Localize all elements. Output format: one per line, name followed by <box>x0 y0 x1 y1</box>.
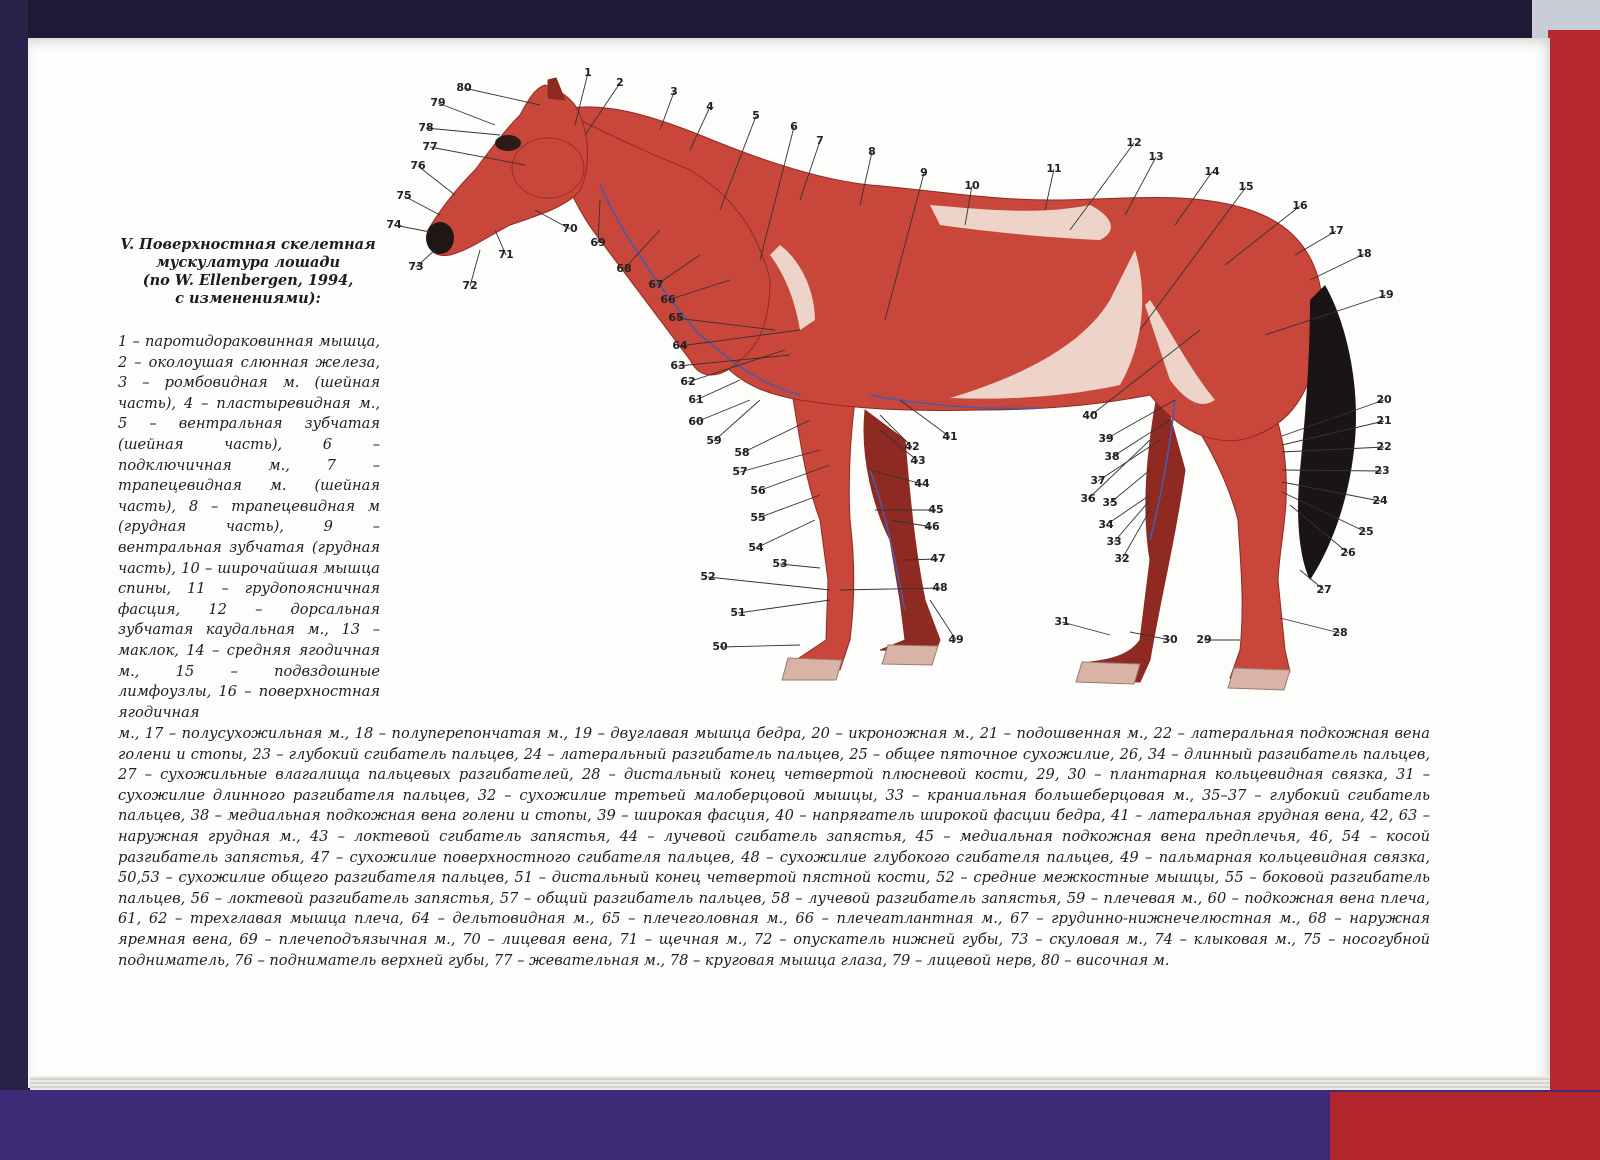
label-53: 53 <box>772 557 788 570</box>
label-51: 51 <box>730 606 746 619</box>
legend-column: 1 – паротидораковинная мышца, 2 – околоушая слюнная железа, 3 – ромбовидная м. (шейная часть), 4 – пластыревидная м., 5 – вентральная зубчатая (шейная часть), 6 – подключичная м., 7 – трапецевидная м. (шейная часть), 8 – трапецевидная м (грудная часть), 9 – вентральная зубчатая (грудная часть), 10 – широчайшая мышца спины, 11 – грудопоясничная фасция, 12 – дорсальная зубчатая каудальная м., 13 – маклок, 14 – средняя ягодичная м., 15 – подвздошные лимфоузлы, 16 – поверхностная ягодичная <box>118 333 380 721</box>
label-23: 23 <box>1374 464 1390 477</box>
leader-line-55 <box>758 495 820 518</box>
label-19: 19 <box>1378 288 1394 301</box>
caption-line-3: (по W. Ellenbergen, 1994, <box>142 272 354 289</box>
label-72: 72 <box>462 279 478 292</box>
horse-cheek <box>512 138 584 198</box>
label-32: 32 <box>1114 552 1130 565</box>
leader-line-36 <box>1088 440 1150 499</box>
label-62: 62 <box>680 375 696 388</box>
label-9: 9 <box>920 166 928 179</box>
label-63: 63 <box>670 359 686 372</box>
horse-ear <box>548 78 565 100</box>
label-74: 74 <box>386 218 402 231</box>
label-59: 59 <box>706 434 722 447</box>
label-57: 57 <box>732 465 748 478</box>
leader-line-48 <box>840 588 940 590</box>
label-75: 75 <box>396 189 412 202</box>
label-3: 3 <box>670 85 678 98</box>
label-13: 13 <box>1148 150 1164 163</box>
label-27: 27 <box>1316 583 1332 596</box>
caption-line-4: с изменениями): <box>175 290 321 307</box>
label-54: 54 <box>748 541 764 554</box>
label-66: 66 <box>660 293 676 306</box>
label-71: 71 <box>498 248 514 261</box>
label-48: 48 <box>932 581 948 594</box>
leader-line-28 <box>1280 618 1340 633</box>
label-80: 80 <box>456 81 472 94</box>
label-37: 37 <box>1090 474 1106 487</box>
fore-leg-near <box>790 380 855 670</box>
label-2: 2 <box>616 76 624 89</box>
leader-line-78 <box>426 128 500 135</box>
label-49: 49 <box>948 633 964 646</box>
figure-caption <box>118 236 378 308</box>
hoof-fore-far <box>882 645 938 665</box>
label-69: 69 <box>590 236 606 249</box>
leader-line-52 <box>708 577 830 590</box>
label-79: 79 <box>430 96 446 109</box>
label-47: 47 <box>930 552 946 565</box>
label-78: 78 <box>418 121 434 134</box>
label-30: 30 <box>1162 633 1178 646</box>
label-43: 43 <box>910 454 926 467</box>
label-29: 29 <box>1196 633 1212 646</box>
label-38: 38 <box>1104 450 1120 463</box>
label-36: 36 <box>1080 492 1096 505</box>
legend-continuation: м., 17 – полусухожильная м., 18 – полуперепончатая м., 19 – двуглавая мышца бедра, 20 – икроножная м., 21 – подошвенная м., 22 – латеральная подкожная вена голени и стопы, 23 – глубокий сгибатель пальцев, 24 – латеральный разгибатель пальцев, 25 – общее пяточное сухожилие, 26, 34 – длинный разгибатель пальцев, 27 – сухожильные влагалища пальцевых разгибателей, 28 – дистальный конец четвертой плюсневой кости, 29, 30 – плантарная кольцевидная связка, 31 – сухожилие длинного разгибателя пальцев, 32 – сухожилие третьей малоберцовой мышцы, 33 – краниальная большеберцовая м., 35–37 – глубокий сгибатель пальцев, 38 – медиальная подкожная вена голени и стопы, 39 – широкая фасция, 40 – напрягатель широкой фасции бедра, 41 – латеральная грудная вена, 42, 63 – наружная грудная м., 43 – локтевой сгибатель запястья, 44 – лучевой сгибатель запястья, 45 – медиальная подкожная вена предплечья, 46, 54 – косой разгибатель запястья, 47 – сухожилие поверхностного сгибателя пальцев, 48 – сухожилие глубокого сгибателя пальцев, 49 – пальмарная кольцевидная связка, 50,53 – сухожилие общего разгибателя пальцев, 51 – дистальный конец четвертой пястной кости, 52 – средние межкостные мышцы, 55 – боковой разгибатель пальцев, 56 – локтевой разгибатель запястья, 57 – общий разгибатель пальцев, 58 – лучевой разгибатель запястья, 59 – плечевая м., 60 – подкожная вена плеча, 61, 62 – трехглавая мышца плеча, 64 – дельтовидная м., 65 – плечеголовная м., 66 – плечеатлантная м., 67 – грудинно-нижнечелюстная м., 68 – наружная яремная вена, 69 – плечеподъязычная м., 70 – лицевая вена, 71 – щечная м., 72 – опускатель нижней губы, 73 – скуловая м., 74 – клыковая м., 75 – носогубной подниматель, 76 – подниматель верхней губы, 77 – жевательная м., 78 – круговая мышца глаза, 79 – лицевой нерв, 80 – височная м. <box>118 725 1430 969</box>
label-60: 60 <box>688 415 704 428</box>
leader-line-79 <box>438 103 495 125</box>
leader-line-80 <box>464 88 540 105</box>
label-10: 10 <box>964 179 980 192</box>
label-58: 58 <box>734 446 750 459</box>
label-25: 25 <box>1358 525 1374 538</box>
label-73: 73 <box>408 260 424 273</box>
hoof-hind-far <box>1076 662 1140 684</box>
label-50: 50 <box>712 640 728 653</box>
label-45: 45 <box>928 503 944 516</box>
label-1: 1 <box>584 66 592 79</box>
label-52: 52 <box>700 570 716 583</box>
label-40: 40 <box>1082 409 1098 422</box>
label-34: 34 <box>1098 518 1114 531</box>
label-17: 17 <box>1328 224 1344 237</box>
label-22: 22 <box>1376 440 1392 453</box>
hoof-fore-near <box>782 658 842 680</box>
label-28: 28 <box>1332 626 1348 639</box>
leader-line-60 <box>696 400 750 422</box>
label-16: 16 <box>1292 199 1308 212</box>
label-33: 33 <box>1106 535 1122 548</box>
leader-line-54 <box>756 520 815 548</box>
label-31: 31 <box>1054 615 1070 628</box>
label-64: 64 <box>672 339 688 352</box>
label-11: 11 <box>1046 162 1062 175</box>
label-67: 67 <box>648 278 664 291</box>
label-42: 42 <box>904 440 920 453</box>
label-12: 12 <box>1126 136 1142 149</box>
label-56: 56 <box>750 484 766 497</box>
caption-line-2: мускулатура лошади <box>155 254 341 271</box>
label-26: 26 <box>1340 546 1356 559</box>
label-15: 15 <box>1238 180 1254 193</box>
label-35: 35 <box>1102 496 1118 509</box>
label-46: 46 <box>924 520 940 533</box>
label-44: 44 <box>914 477 930 490</box>
label-39: 39 <box>1098 432 1114 445</box>
hoof-hind-near <box>1228 668 1290 690</box>
label-18: 18 <box>1356 247 1372 260</box>
label-76: 76 <box>410 159 426 172</box>
label-4: 4 <box>706 100 714 113</box>
label-70: 70 <box>562 222 578 235</box>
label-5: 5 <box>752 109 760 122</box>
leader-line-23 <box>1282 470 1382 471</box>
label-6: 6 <box>790 120 798 133</box>
leader-line-50 <box>720 645 800 647</box>
label-8: 8 <box>868 145 876 158</box>
caption-line-1: V. Поверхностная скелетная <box>120 236 376 253</box>
label-7: 7 <box>816 134 824 147</box>
label-24: 24 <box>1372 494 1388 507</box>
label-65: 65 <box>668 311 684 324</box>
label-77: 77 <box>422 140 438 153</box>
label-41: 41 <box>942 430 958 443</box>
label-68: 68 <box>616 262 632 275</box>
label-61: 61 <box>688 393 704 406</box>
leader-line-51 <box>738 600 830 613</box>
label-21: 21 <box>1376 414 1392 427</box>
horse-eye <box>495 135 521 151</box>
label-20: 20 <box>1376 393 1392 406</box>
label-55: 55 <box>750 511 766 524</box>
label-14: 14 <box>1204 165 1220 178</box>
horse-muzzle <box>426 222 454 254</box>
